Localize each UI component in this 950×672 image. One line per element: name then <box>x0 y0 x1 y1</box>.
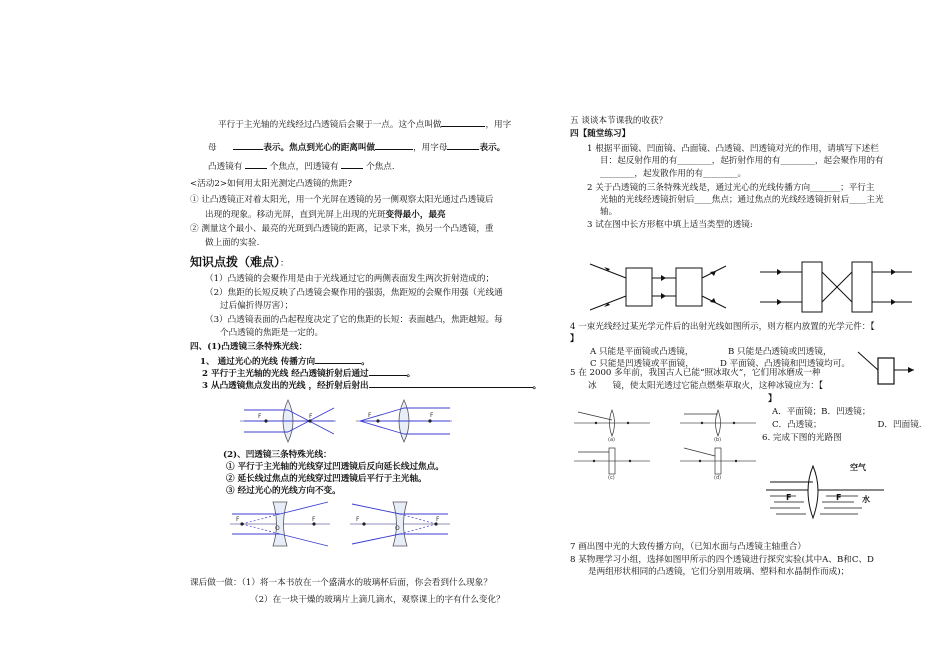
focus-label: F <box>368 412 372 419</box>
intro-text: 平行于主光轴的光线经过凸透镜后会聚于一点。这个点叫做 <box>218 120 442 130</box>
air-label: 空气 <box>850 463 866 472</box>
knowledge-point-3: （3）凸透镜表面的凸起程度决定了它的焦距的长短：表面越凸，焦距越短。每 <box>205 315 503 325</box>
focus-label: F <box>236 516 240 523</box>
question-6: 6. 完成下图的光路图 <box>762 433 842 443</box>
concave-ray-1: ① 平行于主光轴的光线穿过凹透镜后反向延长线过焦点。 <box>226 462 444 472</box>
q5-options-ab: A．平面镜；B．凹透镜； <box>772 407 871 417</box>
blank <box>315 354 361 364</box>
activity-step-2: ② 测量这个最小、最亮的光斑到凸透镜的距离，记录下来，换另一个凸透镜，重 <box>190 224 494 234</box>
question-5-cont <box>588 381 823 392</box>
activity-emphasis: 变得最小，最亮 <box>385 210 446 220</box>
activity2-title: <活动2>如何用太阳光测定凸透镜的焦距? <box>190 179 352 189</box>
q4-option-a: A 只能是平面镜或凸透镜， <box>590 347 694 357</box>
question-2: 2 关于凸透镜的三条特殊光线是，通过光心的光线传播方向_______；平行主 <box>587 183 875 193</box>
convex-ray-text: 1、 通过光心的光线 传播方向 <box>200 357 316 367</box>
question-5-bracket: 】 <box>768 394 777 404</box>
q5-options-cd <box>772 420 922 431</box>
knowledge-point-2-cont: 过后偏折得厉害）； <box>220 301 294 311</box>
q6-figure-a <box>574 408 650 442</box>
blank <box>369 366 407 376</box>
knowledge-point-2: （2）焦距的长短反映了凸透镜会聚作用的强弱，焦距短的会聚作用强（光线通 <box>205 288 503 298</box>
concave-ray-2: ② 延长线过焦点的光线穿过凹透镜后平行于主光轴。 <box>226 474 427 484</box>
q4-option-d: D 平面镜、凸透镜和凹透镜均可。 <box>720 359 850 369</box>
q6-figure-b <box>680 408 756 442</box>
period: 。 <box>406 369 416 379</box>
focus-label: F <box>258 413 262 420</box>
question-8: 8 某物理学习小组，选择如图甲所示的四个透镜进行探究实验(其中A、B和C、D <box>570 555 874 565</box>
intro-text: ，用字母 <box>413 143 448 153</box>
intro-text: 个焦点. <box>366 162 395 172</box>
q5-text: 镜，使太阳光透过它能点燃柴草取火，这种冰镜应为：【 <box>612 381 824 391</box>
concave-lens-diagram-1 <box>228 500 332 548</box>
question-1: 1 根据平面镜、凹面镜、凸面镜、凸透镜、凹透镜对光的作用，请填写下述栏 <box>587 144 879 154</box>
question-2-cont2: 轴。 <box>600 207 618 217</box>
lens-box-diagram-1 <box>588 258 728 316</box>
water-label: 水 <box>862 495 870 504</box>
figure-label: (a) <box>608 437 615 443</box>
period: 。 <box>532 381 542 391</box>
intro-text: 表示。 <box>479 143 506 153</box>
blank <box>245 159 267 169</box>
blank <box>441 117 485 127</box>
focus-label: F <box>836 493 842 502</box>
intro-text: 个焦点，凹透镜有 <box>269 162 339 172</box>
intro-text: 凸透镜有 <box>208 162 243 172</box>
activity-text: 出现的现象。移动光屏，直到光屏上出现的光斑 <box>205 210 386 220</box>
focus-label: F <box>356 516 360 523</box>
question-7: 7 画出图中光的大致传播方向，（已知水面与凸透镜主轴重合） <box>570 542 806 552</box>
q6-figure-c <box>574 446 650 480</box>
blank <box>447 140 479 150</box>
period: 。 <box>361 357 370 367</box>
intro-line-1 <box>218 117 511 131</box>
q4-box-diagram <box>854 350 918 392</box>
activity-step-1-cont <box>205 210 446 221</box>
question-1-cont2: ________，起发散作用的有________。 <box>600 169 747 179</box>
question-2-cont: 光轴的光线经透镜折射后____焦点；通过焦点的光线经透镜折射后____主光 <box>600 195 884 205</box>
blank <box>369 378 533 388</box>
concave-lens-diagram-2 <box>348 500 452 548</box>
practice-heading: 四【随堂练习】 <box>570 129 631 139</box>
section-four-title: 四、(1)凸透镜三条特殊光线： <box>190 342 308 352</box>
knowledge-heading-text: 知识点拨（难点） <box>190 255 281 269</box>
intro-line-2 <box>208 140 505 154</box>
blank <box>233 140 263 150</box>
knowledge-colon: ： <box>280 259 290 269</box>
question-1-cont: 目：起反射作用的有________，起折射作用的有________，起会聚作用的有 <box>600 156 884 166</box>
question-8-cont: 是两组形状相同的凸透镜，它们分别用玻璃、塑料和水晶制作而成)； <box>588 567 850 577</box>
optical-center-label: O <box>395 525 400 532</box>
focus-label: F <box>436 516 440 523</box>
convex-ray-text: 2 平行于主光轴的光线 经凸透镜折射后通过 <box>202 369 369 379</box>
knowledge-point-3-cont: 个凸透镜的焦距是一定的。 <box>220 328 324 338</box>
figure-label: (b) <box>714 437 722 443</box>
q5-option-d: D．凹面镜. <box>877 420 922 430</box>
question-3: 3 试在图中长方形框中填上适当类型的透镜: <box>587 220 753 230</box>
question-5: 5 在 2000 多年前，我国古人已能“照冰取火”，它们用冰磨成一种 <box>570 368 821 378</box>
focus-label: F <box>312 516 316 523</box>
q5-text: 冰 <box>588 381 597 391</box>
optical-center-label: O <box>275 525 280 532</box>
convex-lens-diagram-2 <box>354 398 454 444</box>
question-4: 4 一束光线经过某光学元件后的出射光线如图所示，则方框内放置的光学元件：【 <box>570 322 875 332</box>
q4-option-c: C 只能是凹透镜或平面镜， <box>590 359 694 369</box>
lens-box-diagram-2 <box>756 258 916 316</box>
figure-label: (c) <box>608 475 615 481</box>
activity-step-2-cont: 做上面的实验. <box>205 238 260 248</box>
q6-figure-d <box>680 446 756 480</box>
after-class-1: 课后做一做：（1）将一本书放在一个盛满水的玻璃杯后面，你会看到什么现象？ <box>190 578 492 588</box>
convex-ray-text: 3 从凸透镜焦点发出的光线 ，经折射后射出 <box>202 381 369 391</box>
q5-option-c: C．凸透镜； <box>772 420 822 430</box>
q7-water-lens-figure <box>766 460 886 524</box>
intro-line-3 <box>208 159 395 173</box>
intro-text-end: ，用字 <box>485 120 512 130</box>
convex-ray-3 <box>202 378 541 392</box>
section-five: 五 谈谈本节课我的收获？ <box>570 116 668 126</box>
q4-option-b: B 只能是凸透镜或凹透镜， <box>728 347 832 357</box>
focus-label: F <box>309 413 313 420</box>
figure-label: (d) <box>714 475 722 481</box>
knowledge-heading <box>190 254 289 272</box>
convex-lens-diagram-1 <box>238 398 338 444</box>
concave-ray-3: ③ 经过光心的光线方向不变。 <box>226 486 341 496</box>
focus-label: F <box>430 412 434 419</box>
knowledge-point-1: （1）凸透镜的会聚作用是由于光线通过它的两侧表面发生两次折射造成的； <box>205 274 495 284</box>
intro-text: 母 <box>208 143 217 153</box>
concave-title: (2)、凹透镜三条特殊光线： <box>223 450 332 460</box>
question-4-bracket: 】 <box>570 334 579 344</box>
intro-text: 表示。焦点到光心的距离叫做 <box>263 143 376 153</box>
blank <box>375 140 413 150</box>
activity-step-1: ① 让凸透镜正对着太阳光，用一个光屏在透镜的另一侧观察太阳光通过凸透镜后 <box>190 195 494 205</box>
blank <box>341 159 363 169</box>
focus-label: F <box>786 493 792 502</box>
after-class-2: （2）在一块干燥的玻璃片上滴几滴水，观察课上的字有什么变化？ <box>250 595 505 605</box>
